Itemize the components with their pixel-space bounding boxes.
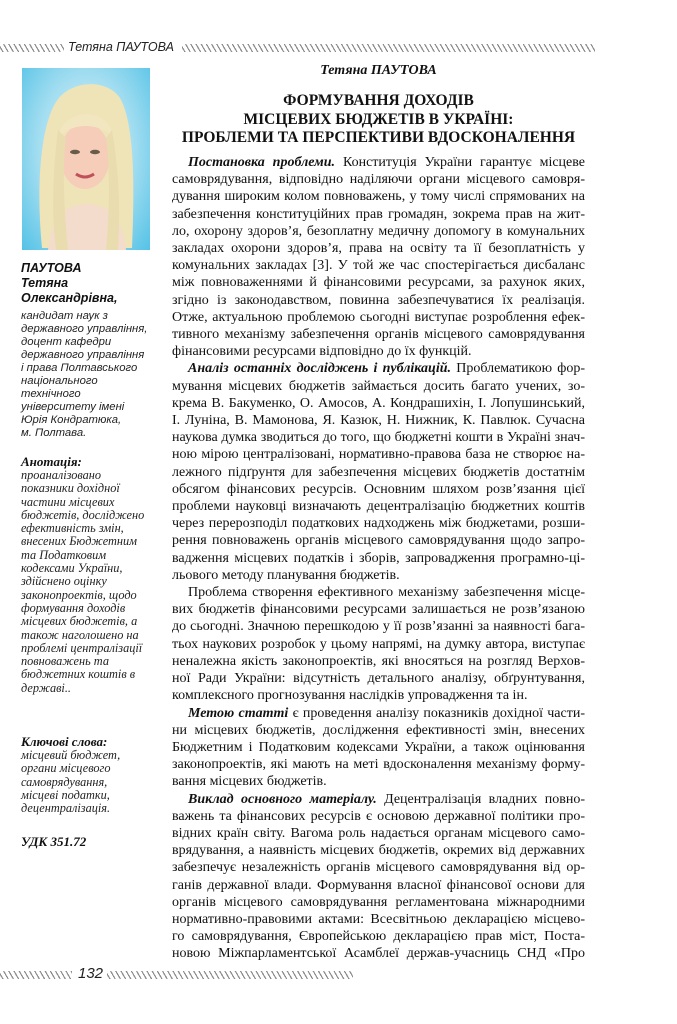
text-line bbox=[172, 257, 585, 274]
text-line bbox=[172, 894, 585, 911]
bio-line: університету імені bbox=[21, 401, 125, 413]
paragraph-lead: Аналіз останніх досліджень і публікацій. bbox=[188, 361, 451, 377]
line-text: важень та фінансових ресурсів є основою державної політики про- bbox=[172, 808, 585, 824]
text-line bbox=[172, 739, 585, 756]
text-line bbox=[172, 171, 585, 188]
line-text: проблеми науковці визначають децентралізацію бюджетних коштів bbox=[172, 499, 585, 515]
line-text: Проблема створення ефективного механізму забезпечення місце- bbox=[188, 585, 585, 601]
abstract-section bbox=[21, 454, 171, 695]
line-text: ною мірою централізовані, нормативно-правова база не створює на- bbox=[172, 447, 585, 463]
line-text: новою Міжпарламентської Асамблеї держав-учасниць СНД «Про bbox=[172, 946, 585, 962]
bio-line: м. Полтава. bbox=[21, 427, 87, 439]
line-text: тивного механізму забезпечення органів місцевого самоврядування bbox=[172, 327, 585, 343]
line-text: законопроектів, які мають на меті вдосконалення механізму форму- bbox=[172, 757, 585, 773]
text-line bbox=[172, 687, 585, 704]
abstract-line: проаналізовано bbox=[21, 468, 102, 482]
line-text: І. Луніна, В. Мамонова, Я. Казюк, Н. Нижник, К. Павлюк. Сучасна bbox=[172, 413, 585, 429]
abstract-line: повноважень та bbox=[21, 654, 109, 669]
text-line bbox=[172, 274, 585, 291]
article-body bbox=[172, 154, 585, 963]
text-line bbox=[172, 464, 585, 481]
line-text: рення повноважень органів місцевого самоврядування щодо запро- bbox=[172, 533, 585, 549]
line-text: обсягом фінансових ресурсів. Основним шляхом розв’язання цієї bbox=[172, 481, 585, 497]
text-line bbox=[172, 601, 585, 618]
text-line bbox=[172, 292, 585, 309]
text-line bbox=[172, 670, 585, 687]
running-header-author: Тетяна ПАУТОВА bbox=[68, 40, 174, 54]
line-text: ни місцевих бюджетів, дослідження ефективності змін, внесених bbox=[172, 722, 585, 738]
text-line bbox=[172, 773, 585, 790]
keyword-line: місцевий бюджет, bbox=[21, 748, 121, 762]
text-line bbox=[172, 412, 585, 429]
title-line: МІСЦЕВИХ БЮДЖЕТІВ В УКРАЇНІ: bbox=[243, 110, 514, 128]
line-text: дування широким колом повноважень, у тому числі спрямованих на bbox=[172, 189, 585, 205]
line-text: вадження місцевих податків і зборів, запровадження програмно-ці- bbox=[172, 550, 585, 566]
author-first-name: Тетяна bbox=[21, 276, 69, 290]
line-text: самоврядування, відповідно наділяючи органи місцевого самовря- bbox=[172, 172, 585, 188]
text-line bbox=[172, 446, 585, 463]
article-author: Тетяна ПАУТОВА bbox=[320, 63, 437, 78]
line-text: відних країн світу. Вагома роль надається органам місцевого само- bbox=[172, 825, 585, 841]
text-line bbox=[172, 188, 585, 205]
text-line bbox=[172, 584, 585, 601]
paragraph bbox=[172, 584, 585, 704]
line-text: нормативно-правовими актами: Всесвітньою декларацією місцево- bbox=[172, 911, 585, 927]
paragraph bbox=[172, 705, 585, 791]
footer-hatch-right bbox=[107, 971, 353, 979]
text-line bbox=[172, 378, 585, 395]
line-text: згідно із законодавством, повинна забезпечуватися їх реалізація. bbox=[172, 292, 585, 308]
abstract-line: місцевих бюджетів, а bbox=[21, 614, 138, 629]
line-text: забезпечує незалежність органів місцевого самоврядування від ор- bbox=[172, 860, 585, 876]
abstract-line: формування доходів bbox=[21, 600, 126, 615]
author-patronymic: Олександрівна, bbox=[21, 291, 118, 305]
line-text: фінансовими ресурсами відповідно до їх функцій. bbox=[172, 344, 472, 360]
line-text: Конституція України гарантує місцеве bbox=[342, 155, 585, 170]
text-line bbox=[172, 945, 585, 962]
header-hatch-left bbox=[0, 44, 64, 52]
abstract-line: проблемі централізації bbox=[21, 640, 143, 655]
line-text: Бюджетним і Податковим кодексами України, а також оцінювання bbox=[172, 739, 585, 755]
line-text: ної Ради України: відсутність детального аналізу, обґрунтування, bbox=[172, 671, 585, 687]
text-line bbox=[172, 429, 585, 446]
text-line bbox=[172, 481, 585, 498]
bio-line: Юрія Кондратюка, bbox=[21, 414, 122, 426]
text-line bbox=[172, 636, 585, 653]
text-line bbox=[172, 756, 585, 773]
page-number: 132 bbox=[78, 965, 104, 982]
line-text: між повноваженнями й фінансовими ресурсами, за рахунок яких, bbox=[172, 275, 585, 291]
line-text: ганів державної влади. Формування власної фінансової основи для bbox=[172, 877, 585, 893]
bio-line: національного bbox=[21, 375, 98, 387]
text-line bbox=[172, 705, 585, 722]
paragraph bbox=[172, 791, 585, 963]
abstract-line: здійснено оцінку bbox=[21, 574, 107, 589]
abstract-heading: Анотація: bbox=[21, 454, 82, 469]
abstract-line: також наголошено на bbox=[21, 627, 139, 642]
author-surname: ПАУТОВА bbox=[21, 261, 82, 275]
bio-line: кандидат наук з bbox=[21, 310, 108, 322]
title-line: ПРОБЛЕМИ ТА ПЕРСПЕКТИВИ ВДОСКОНАЛЕННЯ bbox=[181, 129, 576, 147]
abstract-line: частини місцевих bbox=[21, 494, 115, 509]
line-text: через перерозподіл податкових надходжень між бюджетами, розши- bbox=[172, 516, 585, 532]
line-text: ло, охорону здоров’я, безоплатну медичну допомогу в комунальних bbox=[172, 223, 585, 239]
line-text: наукова думка зводиться до того, що бюджетні кошти в Україні знач- bbox=[172, 430, 585, 446]
text-line bbox=[172, 825, 585, 842]
line-text: льового методу планування бюджетів. bbox=[172, 567, 400, 583]
paragraph bbox=[172, 360, 585, 584]
text-line bbox=[172, 911, 585, 928]
text-line bbox=[172, 550, 585, 567]
abstract-line: кодексами України, bbox=[21, 561, 123, 576]
text-line bbox=[172, 928, 585, 945]
bio-line: технічного bbox=[21, 388, 81, 400]
paragraph-lead: Постановка проблеми. bbox=[188, 155, 336, 170]
line-text: є проведення аналізу показників дохідної части- bbox=[292, 705, 585, 721]
text-line bbox=[172, 859, 585, 876]
line-text: Проблематикою фор- bbox=[456, 361, 585, 377]
header-hatch-right bbox=[182, 44, 595, 52]
keyword-line: децентралізація. bbox=[21, 801, 111, 816]
text-line bbox=[172, 808, 585, 825]
text-line bbox=[172, 360, 585, 377]
portrait-image bbox=[22, 68, 150, 250]
text-line bbox=[172, 206, 585, 223]
article-title bbox=[172, 92, 585, 148]
keyword-line: органи місцевого bbox=[21, 761, 111, 776]
udc-code: УДК 351.72 bbox=[21, 834, 87, 849]
abstract-line: державі.. bbox=[21, 680, 71, 695]
line-text: неналежна якість законопроектів, які вносяться на розгляд Верхов- bbox=[172, 653, 585, 669]
author-bio bbox=[21, 261, 171, 440]
line-text: закладах охорони здоров’я, права на освіту та її безоплатність у bbox=[172, 241, 585, 257]
line-text: до сьогодні. Значною перешкодою у її розв’язанні за наявності бага- bbox=[172, 619, 585, 635]
text-line bbox=[172, 653, 585, 670]
paragraph bbox=[172, 154, 585, 360]
text-line bbox=[172, 343, 585, 360]
bio-line: і права Полтавського bbox=[21, 362, 138, 374]
text-line bbox=[172, 877, 585, 894]
footer-hatch-left bbox=[0, 971, 72, 979]
text-line bbox=[172, 223, 585, 240]
line-text: врядування, а наявність місцевих бюджетів, окремих від державних bbox=[172, 843, 585, 859]
line-text: органів місцевого самоврядування регламентована міжнародними bbox=[172, 894, 585, 910]
bio-line: доцент кафедри bbox=[21, 336, 112, 348]
text-line bbox=[172, 309, 585, 326]
line-text: забезпечення конституційних прав громадян, зокрема прав на жит- bbox=[172, 206, 585, 222]
abstract-line: законопроектів, щодо bbox=[21, 587, 137, 602]
keyword-line: самоврядування, bbox=[21, 774, 108, 789]
line-text: комунальних закладах [3]. У той же час спостерігається дисбаланс bbox=[172, 258, 585, 274]
text-line bbox=[172, 395, 585, 412]
line-text: вих бюджетів фінансовими ресурсами залишається не розв’язаною bbox=[172, 602, 585, 618]
line-text: Децентралізація владних повно- bbox=[384, 791, 585, 807]
line-text: лежного підґрунтя для забезпечення місцевих бюджетів достатнім bbox=[172, 464, 585, 480]
paragraph-lead: Метою статті bbox=[188, 705, 289, 721]
text-line bbox=[172, 498, 585, 515]
abstract-line: ефективність змін, bbox=[21, 521, 124, 536]
abstract-line: внесених Бюджетним bbox=[21, 534, 137, 549]
text-line bbox=[172, 567, 585, 584]
line-text: мування місцевих бюджетів займається досить багато учених, зо- bbox=[172, 378, 585, 394]
keywords-section bbox=[21, 734, 171, 815]
line-text: го самоврядування, Європейською декларацією прав міст, Поста- bbox=[172, 929, 585, 945]
abstract-line: показники дохідної bbox=[21, 481, 120, 496]
abstract-line: та Податковим bbox=[21, 547, 107, 562]
line-text: комплексного прогнозування наслідків упровадження та ін. bbox=[172, 688, 528, 704]
title-line: ФОРМУВАННЯ ДОХОДІВ bbox=[283, 92, 474, 109]
paragraph-lead: Виклад основного матеріалу. bbox=[188, 791, 377, 807]
text-line bbox=[172, 618, 585, 635]
text-line bbox=[172, 722, 585, 739]
text-line bbox=[172, 842, 585, 859]
keyword-line: місцеві податки, bbox=[21, 787, 110, 802]
text-line bbox=[172, 240, 585, 257]
line-text: вання місцевих бюджетів. bbox=[172, 774, 327, 790]
line-text: Отже, актуальною проблемою сьогодні виступає розроблення ефек- bbox=[172, 309, 585, 325]
text-line bbox=[172, 532, 585, 549]
abstract-line: бюджетних коштів в bbox=[21, 667, 136, 682]
keywords-heading: Ключові слова: bbox=[21, 734, 108, 749]
abstract-line: бюджетів, досліджено bbox=[21, 507, 145, 522]
author-photo bbox=[22, 68, 150, 250]
line-text: крема В. Бакуменко, О. Амосов, А. Кондрашихін, І. Лопушинський, bbox=[172, 395, 585, 411]
bio-line: державного управління, bbox=[21, 323, 148, 335]
text-line bbox=[172, 154, 585, 171]
bio-line: державного управління bbox=[21, 349, 145, 361]
text-line bbox=[172, 326, 585, 343]
line-text: тьох наукових розробок у цьому напрямі, на думку автора, виступає bbox=[172, 636, 585, 652]
text-line bbox=[172, 515, 585, 532]
text-line bbox=[172, 791, 585, 808]
